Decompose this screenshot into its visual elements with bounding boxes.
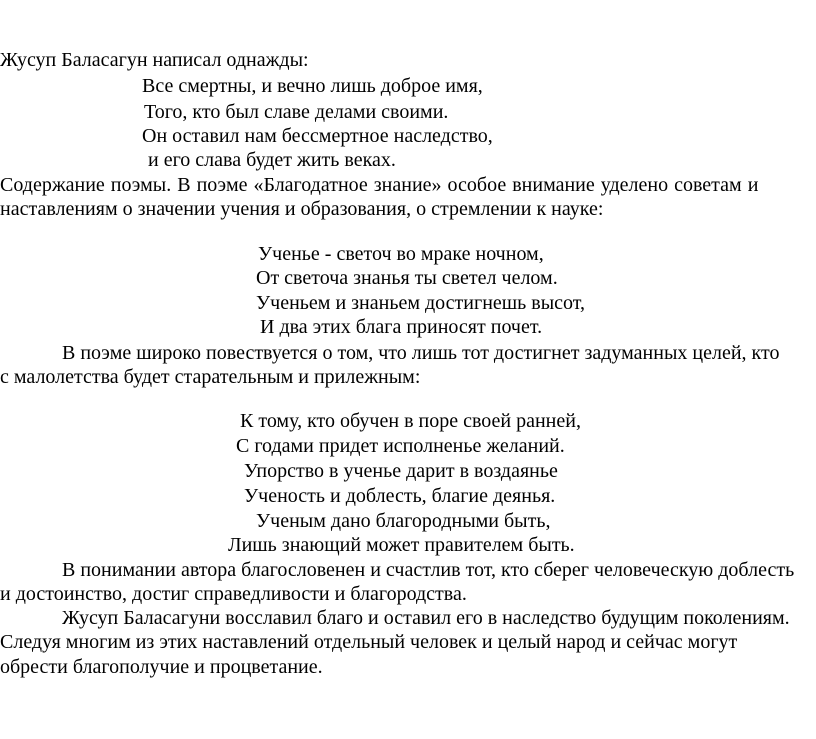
poem-3-line-5: Ученым дано благородными быть,	[256, 510, 551, 532]
poem-3-line-3: Упорство в ученье дарит в воздаянье	[244, 460, 558, 482]
paragraph-2-line-2: с малолетства будет старательным и прилежным:	[0, 366, 421, 388]
poem-3-line-4: Ученость и доблесть, благие деянья.	[244, 485, 556, 507]
poem-2-line-4: И два этих блага приносят почет.	[260, 316, 543, 338]
paragraph-4-line-3: обрести благополучие и процветание.	[0, 656, 323, 678]
paragraph-4-line-1: Жусуп Баласагуни восславил благо и оставил его в наследство будущим поколениям.	[62, 607, 790, 629]
intro-line: Жусуп Баласагун написал однажды:	[0, 49, 309, 71]
paragraph-1-line-2: наставлениям о значении учения и образования, о стремлении к науке:	[0, 198, 604, 220]
poem-1-line-2: Того, кто был славе делами своими.	[144, 101, 449, 123]
paragraph-1-line-1: Содержание поэмы. В поэме «Благодатное знание» особое внимание уделено советам и	[0, 174, 759, 196]
poem-3-line-2: С годами придет исполненье желаний.	[236, 435, 565, 457]
poem-1-line-1: Все смертны, и вечно лишь доброе имя,	[142, 75, 483, 97]
paragraph-4-line-2: Следуя многим из этих наставлений отдельный человек и целый народ и сейчас могут	[0, 631, 738, 653]
poem-2-line-2: От светоча знанья ты светел челом.	[256, 267, 558, 289]
poem-1-line-3: Он оставил нам бессмертное наследство,	[142, 125, 493, 147]
poem-3-line-1: К тому, кто обучен в поре своей ранней,	[240, 410, 581, 432]
poem-3-line-6: Лишь знающий может правителем быть.	[228, 534, 575, 556]
paragraph-3-line-1: В понимании автора благословенен и счастлив тот, кто сберег человеческую доблесть	[62, 559, 795, 581]
paragraph-2-line-1: В поэме широко повествуется о том, что лишь тот достигнет задуманных целей, кто	[62, 342, 780, 364]
poem-2-line-1: Ученье - светоч во мраке ночном,	[258, 243, 544, 265]
paragraph-3-line-2: и достоинство, достиг справедливости и благородства.	[0, 583, 467, 605]
poem-2-line-3: Ученьем и знаньем достигнешь высот,	[256, 292, 586, 314]
poem-1-line-4: и его слава будет жить веках.	[148, 149, 396, 171]
